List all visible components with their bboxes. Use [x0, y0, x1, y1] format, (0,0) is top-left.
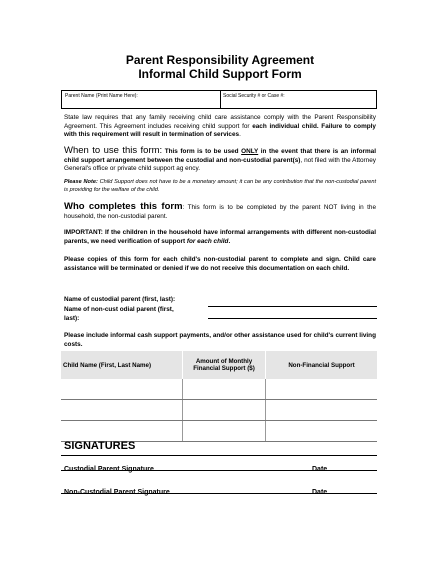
- custodial-date-label: Date: [312, 466, 328, 473]
- noncustodial-name-line[interactable]: [208, 318, 377, 319]
- support-table: [61, 351, 377, 442]
- support-intro: Please include informal cash support payments, and/or other assistance used for child's current living costs.: [64, 332, 376, 348]
- when-heading: When to use this form:: [64, 145, 163, 156]
- who-heading: Who completes this form: [64, 201, 183, 212]
- noncustodial-name-label-1: Name of non-cust odial parent (first,: [64, 306, 174, 313]
- note-label: Please Note:: [64, 179, 98, 185]
- table-row: [61, 421, 377, 442]
- ssn-label: Social Security # or Case #:: [223, 93, 285, 99]
- table-cell[interactable]: [61, 421, 183, 442]
- table-cell[interactable]: [266, 379, 378, 400]
- noncustodial-signature-line[interactable]: [61, 493, 377, 494]
- parent-name-label: Parent Name (Print Name Here):: [65, 93, 138, 99]
- noncustodial-date-label: Date: [312, 489, 328, 496]
- signatures-heading: SIGNATURES: [64, 440, 136, 452]
- form-title-line2: Informal Child Support Form: [138, 67, 302, 81]
- custodial-name-line[interactable]: [208, 306, 377, 307]
- table-row: [61, 400, 377, 421]
- note-paragraph: Please Note: Child Support does not have to be a monetary amount; it can be any contribution that the non-custodial parent is providing for the welfare of the child.: [64, 179, 377, 193]
- form-title-line1: Parent Responsibility Agreement: [125, 53, 315, 67]
- ssn-field[interactable]: [220, 90, 377, 109]
- custodial-name-label: Name of custodial parent (first, last):: [64, 296, 176, 303]
- parent-name-field[interactable]: [61, 90, 221, 109]
- important-paragraph: IMPORTANT: If the children in the household have informal arrangements with different non-custodial parents, we need verification of support for each child.: [64, 229, 376, 245]
- table-row: [61, 379, 377, 400]
- col-non-financial: Non-Financial Support: [266, 351, 378, 379]
- table-cell[interactable]: [266, 421, 378, 442]
- when-paragraph: When to use this form: This form is to be used ONLY in the event that there is an informal child support arrangement between the custodial and non-custodial parent(s), not filed with the Attorney General's office or private child support ag ency.: [64, 145, 376, 172]
- col-child-name: Child Name (First, Last Name): [61, 351, 183, 379]
- col-monthly-support: Amount of Monthly Financial Support ($): [183, 351, 266, 379]
- table-cell[interactable]: [183, 400, 266, 421]
- who-paragraph: Who completes this form: This form is to be completed by the parent NOT living in the household, the non-custodial parent.: [64, 201, 376, 220]
- table-cell[interactable]: [183, 421, 266, 442]
- table-cell[interactable]: [183, 379, 266, 400]
- noncustodial-name-label-2: last):: [64, 315, 80, 322]
- intro-paragraph: State law requires that any family receiving child care assistance comply with the Parent Responsibility Agreement. This Agreement includes receiving child support for each individual child. Failure to comply with this requirement will result in termination of services.: [64, 114, 376, 138]
- signatures-divider: [61, 455, 377, 456]
- custodial-signature-label: Custodial Parent Signature: [64, 466, 154, 473]
- noncustodial-signature-label: Non-Custodial Parent Signature: [64, 489, 170, 496]
- table-cell[interactable]: [266, 400, 378, 421]
- table-cell[interactable]: [61, 400, 183, 421]
- table-header-row: [61, 351, 377, 379]
- copies-paragraph: Please copies of this form for each child's non-custodial parent to complete and sign. Child care assistance will be terminated or denied if we do not receive this documentation on each child.: [64, 256, 376, 272]
- table-cell[interactable]: [61, 379, 183, 400]
- custodial-signature-line[interactable]: [61, 470, 377, 471]
